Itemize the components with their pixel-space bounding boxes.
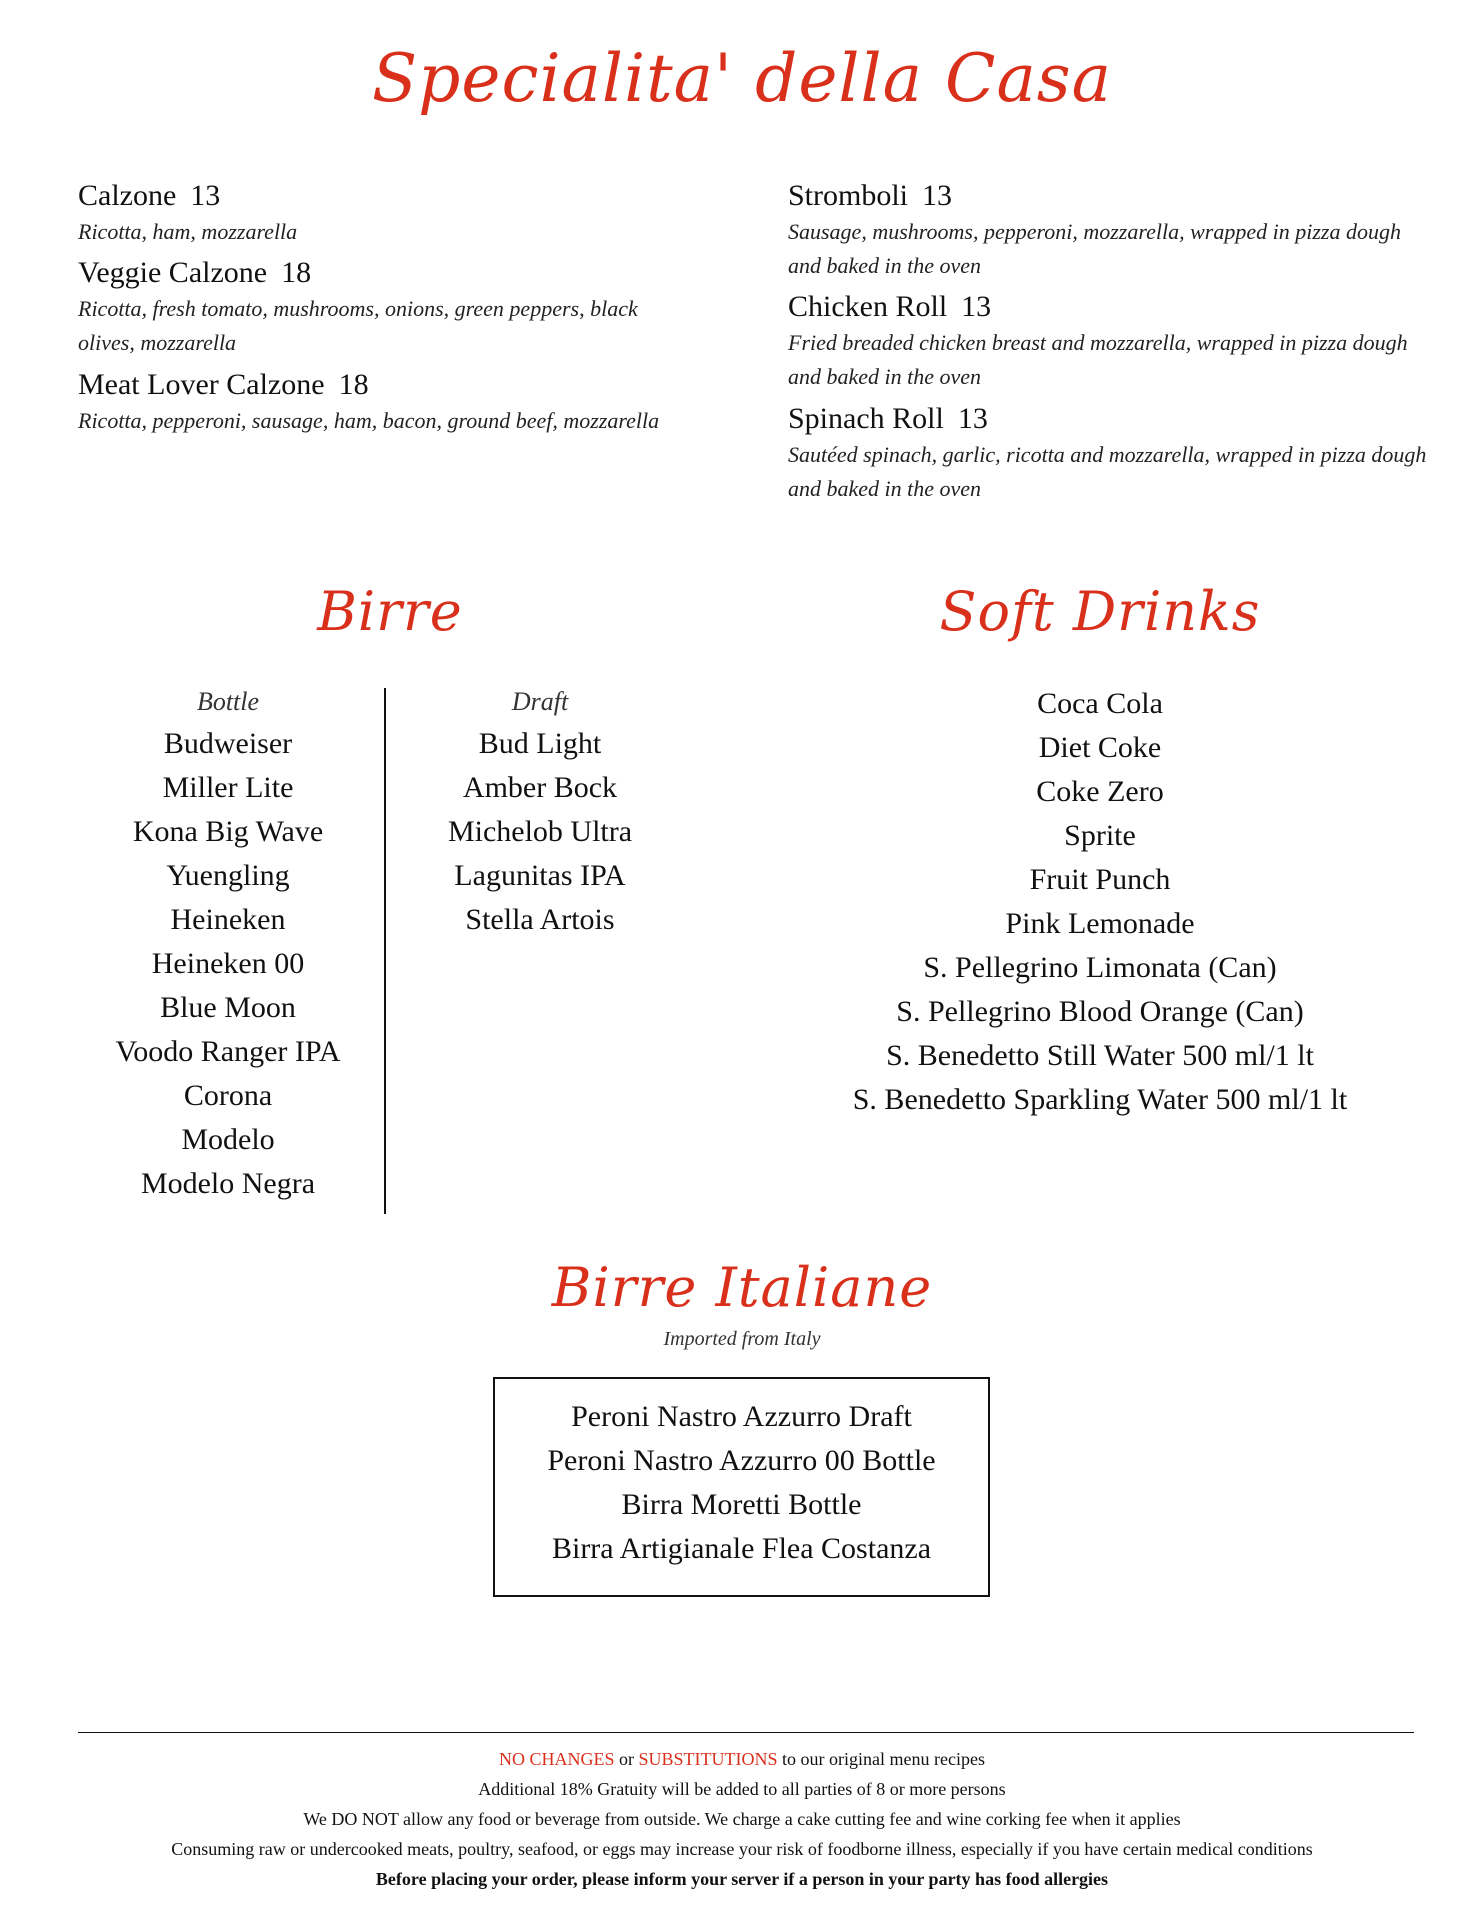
menu-item-chicken-roll	[788, 288, 1428, 394]
beer-column-divider	[384, 688, 386, 1214]
list-item: Miller Lite	[162, 771, 294, 804]
list-item: S. Pellegrino Blood Orange (Can)	[896, 995, 1304, 1028]
menu-item-calzone	[78, 177, 678, 249]
page-title: Specialita' della Casa	[371, 40, 1113, 117]
list-item: Lagunitas IPA	[454, 859, 626, 892]
item-price: 13	[961, 290, 992, 323]
italian-beers-subtitle: Imported from Italy	[663, 1328, 821, 1350]
item-name: Stromboli	[788, 179, 909, 212]
item-name: Veggie Calzone	[78, 256, 268, 289]
list-item: Modelo Negra	[140, 1167, 316, 1200]
list-item: Fruit Punch	[1029, 863, 1171, 896]
list-item: Kona Big Wave	[132, 815, 324, 848]
draft-beer-list	[402, 682, 678, 942]
list-item: S. Benedetto Still Water 500 ml/1 lt	[886, 1039, 1314, 1072]
menu-item-stromboli	[788, 177, 1428, 283]
list-item: Bud Light	[478, 727, 602, 760]
no-changes-text: NO CHANGES	[499, 1749, 615, 1769]
footer-policy-line	[0, 1744, 1484, 1774]
footer-divider	[78, 1732, 1414, 1733]
soft-drinks-list	[800, 682, 1400, 1122]
draft-heading: Draft	[511, 687, 569, 716]
footer-raw-warning: Consuming raw or undercooked meats, poultry, seafood, or eggs may increase your risk of foodborne illness, especially if you have certain medical conditions	[171, 1839, 1313, 1859]
list-item: Sprite	[1064, 819, 1136, 852]
list-item: Coca Cola	[1037, 687, 1163, 720]
list-item: Stella Artois	[465, 903, 615, 936]
footer-allergies: Before placing your order, please inform your server if a person in your party has food allergies	[375, 1869, 1109, 1889]
recipes-text: to our original menu recipes	[782, 1749, 985, 1769]
or-text: or	[619, 1749, 635, 1769]
item-price: 13	[922, 179, 953, 212]
soft-drinks-heading: Soft Drinks	[939, 580, 1261, 643]
list-item: Coke Zero	[1036, 775, 1164, 808]
list-item: Pink Lemonade	[1005, 907, 1195, 940]
item-price: 18	[281, 256, 312, 289]
item-price: 13	[190, 179, 221, 212]
item-description: Sausage, mushrooms, pepperoni, mozzarella, wrapped in pizza dough and baked in the oven	[788, 219, 1401, 278]
substitutions-text: SUBSTITUTIONS	[638, 1749, 778, 1769]
italian-beers-heading: Birre Italiane	[551, 1256, 933, 1319]
menu-item-spinach-roll	[788, 400, 1428, 506]
list-item: Amber Bock	[462, 771, 618, 804]
item-name: Calzone	[78, 179, 177, 212]
bottle-heading: Bottle	[196, 687, 260, 716]
item-description: Fried breaded chicken breast and mozzarella, wrapped in pizza dough and baked in the oven	[788, 330, 1408, 389]
list-item: Budweiser	[163, 727, 293, 760]
item-name: Meat Lover Calzone	[78, 368, 325, 401]
list-item: S. Pellegrino Limonata (Can)	[923, 951, 1277, 984]
list-item: Heineken	[170, 903, 286, 936]
bottle-beer-list	[78, 682, 378, 1206]
item-price: 18	[338, 368, 369, 401]
italian-beers-box	[493, 1377, 990, 1597]
footer-outside-policy: We DO NOT allow any food or beverage from outside. We charge a cake cutting fee and wine corking fee when it applies	[303, 1809, 1181, 1829]
item-description: Ricotta, fresh tomato, mushrooms, onions, green peppers, black olives, mozzarella	[78, 296, 638, 355]
list-item: Yuengling	[166, 859, 290, 892]
item-name: Chicken Roll	[788, 290, 948, 323]
item-description: Ricotta, pepperoni, sausage, ham, bacon, ground beef, mozzarella	[78, 408, 660, 433]
list-item: Diet Coke	[1038, 731, 1162, 764]
list-item: Birra Artigianale Flea Costanza	[551, 1532, 932, 1565]
menu-item-veggie-calzone	[78, 254, 678, 360]
list-item: Peroni Nastro Azzurro Draft	[571, 1400, 912, 1433]
item-description: Ricotta, ham, mozzarella	[78, 219, 298, 244]
list-item: Voodo Ranger IPA	[115, 1035, 341, 1068]
list-item: Heineken 00	[151, 947, 305, 980]
list-item: Corona	[183, 1079, 273, 1112]
beers-heading: Birre	[317, 580, 463, 643]
list-item: Birra Moretti Bottle	[621, 1488, 862, 1521]
item-description: Sautéed spinach, garlic, ricotta and mozzarella, wrapped in pizza dough and baked in the oven	[788, 442, 1427, 501]
list-item: Michelob Ultra	[447, 815, 633, 848]
list-item: Blue Moon	[160, 991, 296, 1024]
item-name: Spinach Roll	[788, 402, 944, 435]
item-price: 13	[957, 402, 988, 435]
list-item: Modelo	[181, 1123, 275, 1156]
list-item: Peroni Nastro Azzurro 00 Bottle	[547, 1444, 936, 1477]
menu-item-meat-lover-calzone	[78, 366, 678, 438]
list-item: S. Benedetto Sparkling Water 500 ml/1 lt	[852, 1083, 1348, 1116]
footer-gratuity: Additional 18% Gratuity will be added to all parties of 8 or more persons	[478, 1779, 1006, 1799]
